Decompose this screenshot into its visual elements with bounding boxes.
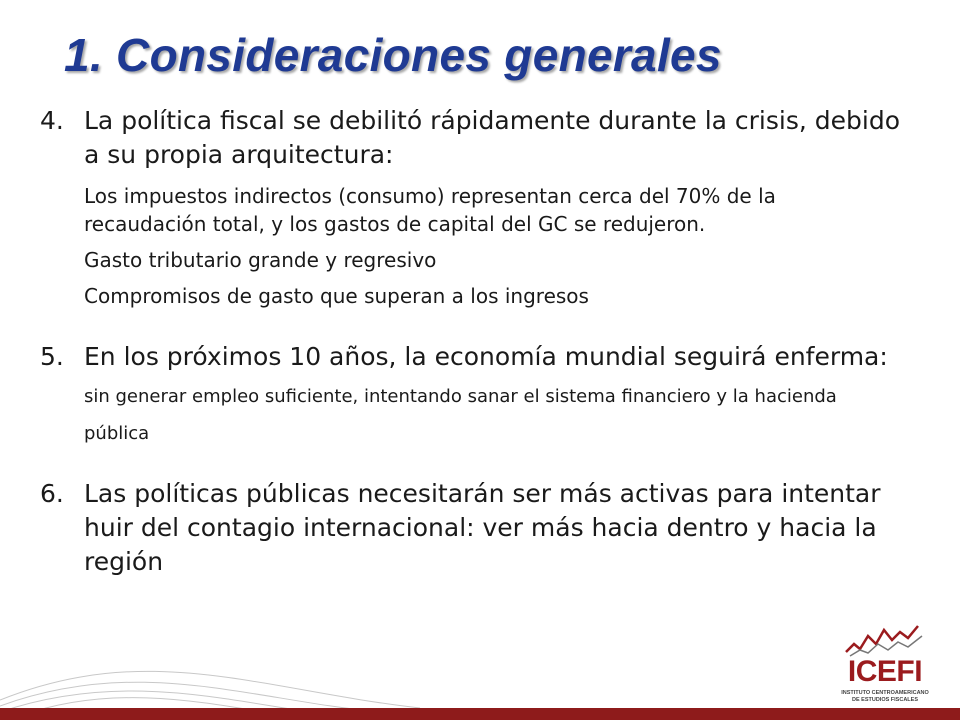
item-text: Las políticas públicas necesitarán ser más activas para intentar huir del contagio internacional: ver más hacia dentro y hacia la región [84,479,881,576]
logo-subtitle: INSTITUTO CENTROAMERICANO DE ESTUDIOS FISCALES [841,690,929,703]
item-small-text: sin generar empleo suficiente, intentando sanar el sistema financiero y la hacienda pública [84,386,837,444]
subpoint: Gasto tributario grande y regresivo [84,248,437,272]
slide-title: 1. Consideraciones generales [64,29,722,81]
item-text: En los próximos 10 años, la economía mundial seguirá enferma: [84,342,888,371]
subpoint: Compromisos de gasto que superan a los ingresos [84,284,589,308]
item-number: 5. [40,342,64,371]
item-number: 4. [40,106,64,135]
list-item-5 [40,340,900,451]
slide-content [40,104,900,579]
icefi-logo [840,622,930,712]
item-text: La política fiscal se debilitó rápidamente durante la crisis, debido a su propia arquitectura: [84,106,900,169]
bottom-accent-bar [0,708,960,720]
list-item-4 [40,104,900,172]
subpoint: Los impuestos indirectos (consumo) representan cerca del 70% de la recaudación total, y los gastos de capital del GC se redujeron. [84,184,776,236]
item-number: 6. [40,479,64,508]
logo-wordmark: ICEFI [847,655,923,688]
mountain-line-icon [840,622,930,658]
list-item-6 [40,477,900,579]
